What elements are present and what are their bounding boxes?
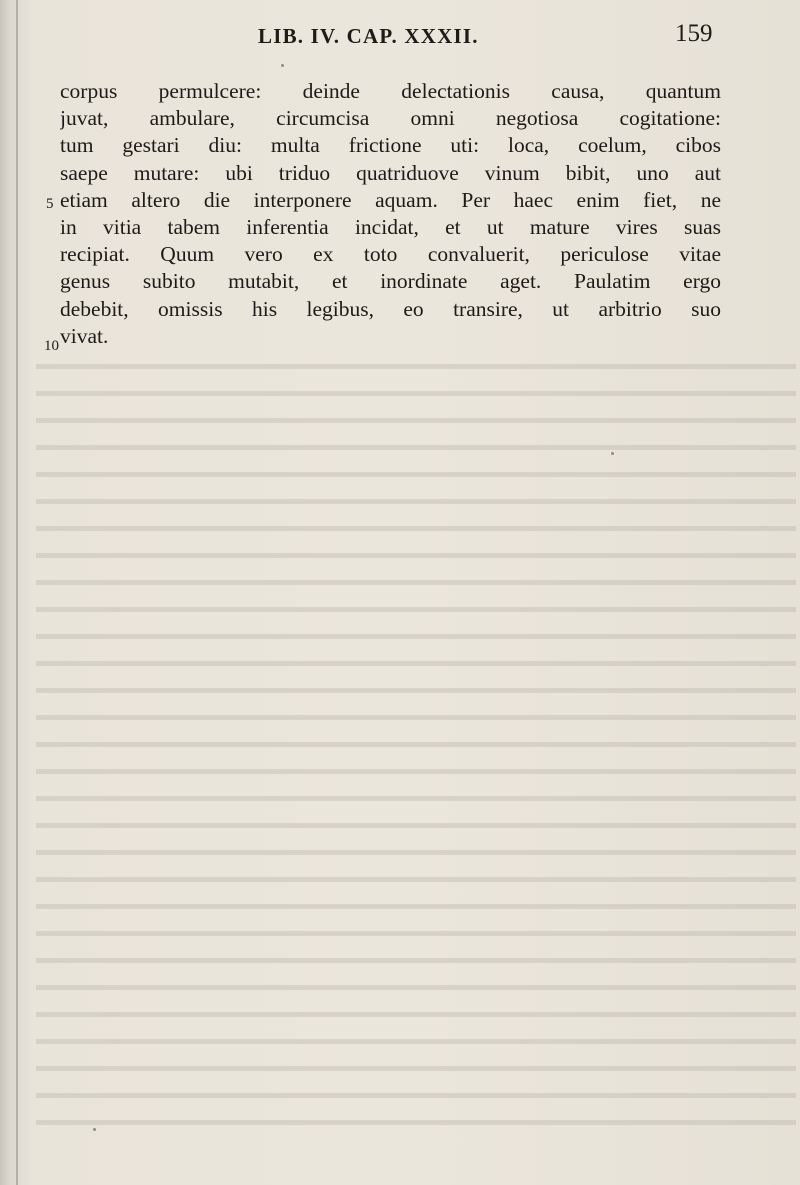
main-text <box>60 78 721 350</box>
page-number: 159 <box>675 20 713 47</box>
binding-gutter <box>16 0 18 1185</box>
text-line-6: in vitia tabem inferentia incidat, et ut mature vires suas <box>60 214 721 239</box>
text-line-2: juvat, ambulare, circumcisa omni negotiosa cogitatione: <box>60 106 721 131</box>
running-head: LIB. IV. CAP. XXXII. <box>258 24 479 48</box>
text-line-10: vivat. <box>60 323 109 348</box>
text-line-3: tum gestari diu: multa frictione uti: loca, coelum, cibos <box>60 133 721 158</box>
text-line-9: debebit, omissis his legibus, eo transire, ut arbitrio suo <box>60 296 721 321</box>
text-line-4: saepe mutare: ubi triduo quatriduove vinum bibit, uno aut <box>60 160 721 185</box>
text-line-1: corpus permulcere: deinde delectationis causa, quantum <box>60 79 721 103</box>
line-number-10: 10 <box>44 338 59 354</box>
ink-speck <box>281 64 284 67</box>
ink-speck <box>93 1128 96 1131</box>
text-line-7: recipiat. Quum vero ex toto convaluerit, periculose vitae <box>60 242 721 267</box>
text-line-8: genus subito mutabit, et inordinate aget. Paulatim ergo <box>60 269 721 294</box>
page-header <box>0 18 800 52</box>
line-number-5: 5 <box>46 196 54 212</box>
text-line-5: etiam altero die interponere aquam. Per haec enim fiet, ne <box>60 187 721 212</box>
ink-speck <box>611 452 614 455</box>
show-through-texture <box>36 350 796 1130</box>
